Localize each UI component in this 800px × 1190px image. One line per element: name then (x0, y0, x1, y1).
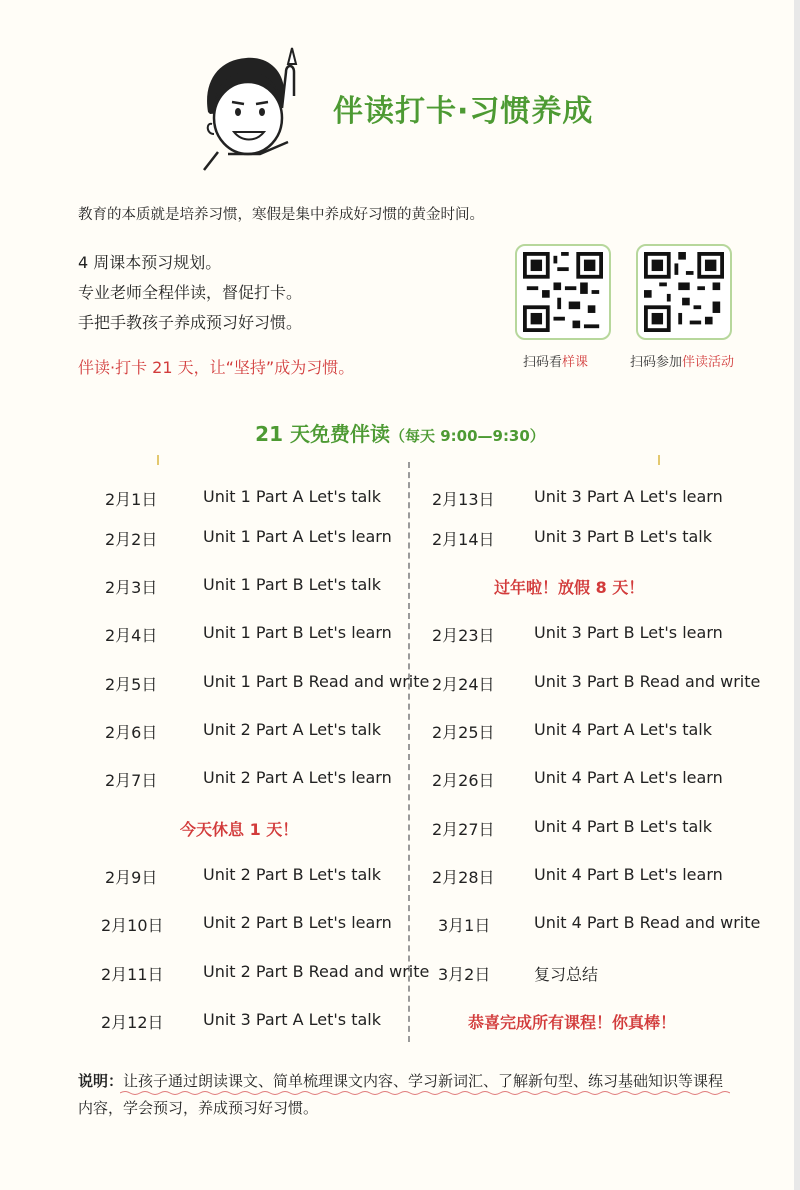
schedule-lesson: Unit 1 Part B Let's learn (203, 623, 392, 642)
intro-text: 教育的本质就是培养习惯，寒假是集中养成好习惯的黄金时间。 (78, 207, 484, 223)
schedule-lesson: Unit 1 Part A Let's talk (203, 487, 381, 506)
slogan: 伴读·打卡 21 天，让“坚持”成为习惯。 (78, 358, 355, 377)
schedule-date: 2月27日 (432, 820, 495, 839)
completion-note: 恭喜完成所有课程！你真棒！ (468, 1013, 677, 1032)
schedule-lesson: Unit 2 Part A Let's talk (203, 720, 381, 739)
schedule-date: 2月7日 (105, 771, 158, 790)
qr-caption-activity: 扫码参加伴读活动 (630, 355, 735, 370)
schedule-date: 2月3日 (105, 578, 158, 597)
schedule-date: 2月24日 (432, 675, 495, 694)
schedule-lesson: Unit 3 Part B Read and write (534, 672, 761, 691)
schedule-lesson: Unit 3 Part A Let's learn (534, 487, 723, 506)
qr-caption-sample: 扫码看样课 (523, 355, 589, 370)
schedule-date: 2月10日 (101, 916, 164, 935)
qr-code-join-activity[interactable] (636, 244, 732, 340)
schedule-lesson: Unit 3 Part A Let's talk (203, 1010, 381, 1029)
schedule-lesson: Unit 1 Part B Let's talk (203, 575, 382, 594)
column-divider (408, 462, 410, 1042)
footnote: 说明：让孩子通过朗读课文、简单梳理课文内容、学习新词汇、了解新句型、练习基础知识等课程内容，学会预习，养成预习好习惯。 (78, 1072, 724, 1117)
schedule-date: 2月11日 (101, 965, 164, 984)
page-title: 伴读打卡·习惯养成 (333, 94, 594, 129)
schedule-date: 2月28日 (432, 868, 495, 887)
holiday-note: 过年啦！放假 8 天！ (494, 578, 645, 597)
schedule-lesson: Unit 4 Part B Read and write (534, 913, 761, 932)
schedule-date: 3月2日 (438, 965, 491, 984)
schedule-lesson: Unit 2 Part B Let's learn (203, 913, 392, 932)
schedule-lesson: Unit 4 Part B Let's learn (534, 865, 723, 884)
plan-item: 手把手教孩子养成预习好习惯。 (78, 313, 303, 332)
schedule-date: 2月23日 (432, 626, 495, 645)
schedule-lesson: Unit 2 Part B Read and write (203, 962, 430, 981)
schedule-lesson: Unit 1 Part B Read and write (203, 672, 430, 691)
schedule-date: 2月25日 (432, 723, 495, 742)
schedule-date: 2月2日 (105, 530, 158, 549)
mascot-boy-illustration (198, 42, 310, 172)
plan-item: 专业老师全程伴读，督促打卡。 (78, 283, 303, 302)
schedule-lesson: 复习总结 (534, 965, 599, 984)
schedule-date: 2月13日 (432, 490, 495, 509)
wavy-underline (120, 1090, 730, 1096)
page-edge (794, 0, 800, 1190)
schedule-date: 2月14日 (432, 530, 495, 549)
schedule-lesson: Unit 4 Part A Let's learn (534, 768, 723, 787)
qr-code-icon (644, 252, 724, 332)
schedule-date: 2月5日 (105, 675, 158, 694)
schedule-lesson: Unit 2 Part B Let's talk (203, 865, 382, 884)
schedule-lesson: Unit 4 Part A Let's talk (534, 720, 712, 739)
decor-tick (658, 455, 660, 465)
qr-code-sample-lesson[interactable] (515, 244, 611, 340)
schedule-title: 21 天免费伴读（每天 9:00—9:30） (255, 422, 545, 446)
schedule-date: 2月26日 (432, 771, 495, 790)
schedule-lesson: Unit 1 Part A Let's learn (203, 527, 392, 546)
schedule-lesson: Unit 4 Part B Let's talk (534, 817, 713, 836)
schedule-lesson: Unit 3 Part B Let's talk (534, 527, 713, 546)
plan-item: 4 周课本预习规划。 (78, 253, 222, 272)
rest-day-note: 今天休息 1 天！ (180, 820, 299, 839)
schedule-date: 2月1日 (105, 490, 158, 509)
schedule-date: 2月12日 (101, 1013, 164, 1032)
schedule-date: 3月1日 (438, 916, 491, 935)
decor-tick (157, 455, 159, 465)
qr-code-icon (523, 252, 603, 332)
schedule-date: 2月9日 (105, 868, 158, 887)
schedule-lesson: Unit 3 Part B Let's learn (534, 623, 723, 642)
schedule-date: 2月6日 (105, 723, 158, 742)
schedule-lesson: Unit 2 Part A Let's learn (203, 768, 392, 787)
schedule-date: 2月4日 (105, 626, 158, 645)
